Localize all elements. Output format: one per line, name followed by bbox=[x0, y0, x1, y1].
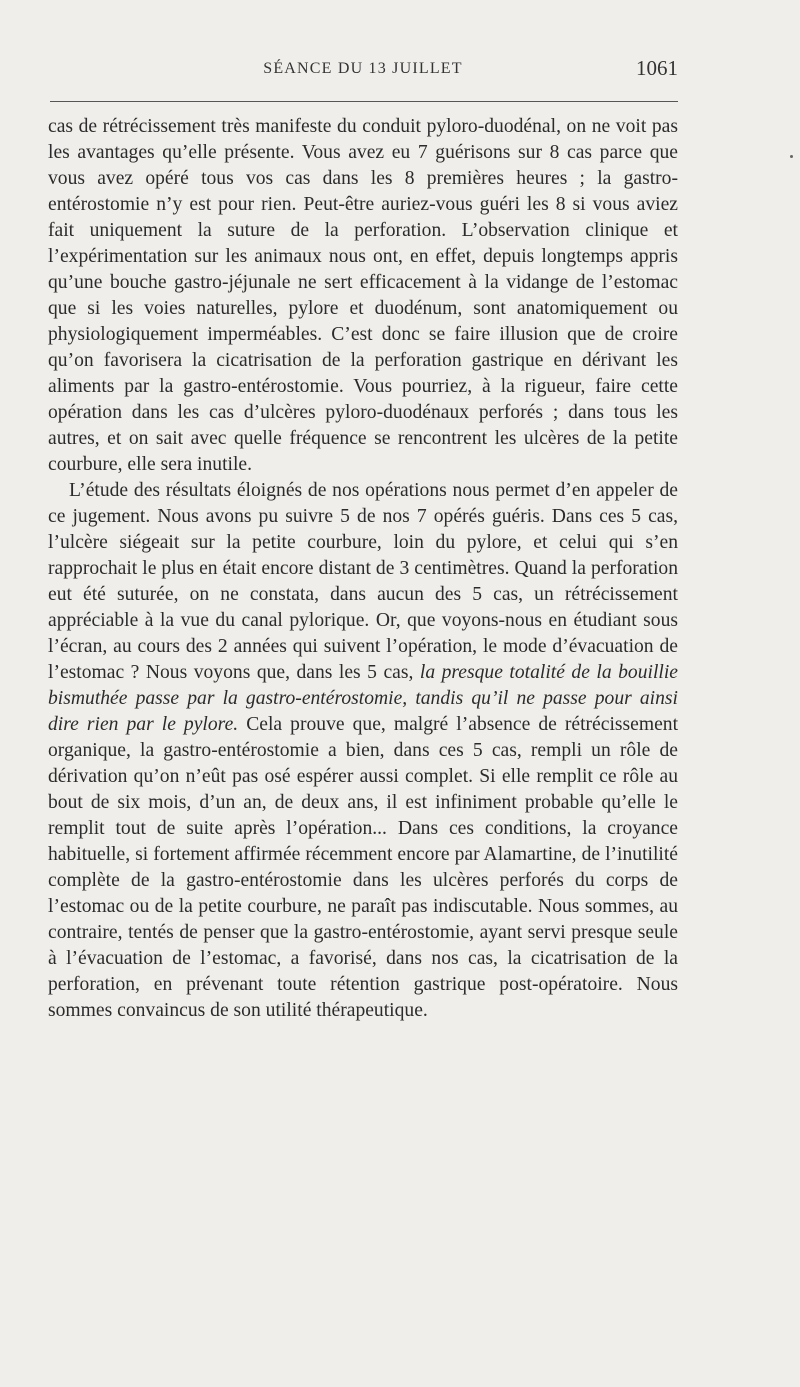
paragraph-continued bbox=[48, 114, 678, 478]
text-run: Cela prouve que, malgré l’absence de rétrécissement organique, la gastro-entérostomie a bien, dans ces 5 cas, rempli un rôle de dérivation qu’on n’eût pas osé espérer aussi complet. Si elle remplit ce rôle au bout de six mois, d’un an, de deux ans, il est infiniment probable qu’elle le remplit tout de suite après l’opération... Dans ces conditions, la croyance habituelle, si fortement affirmée récemment encore par Alamartine, de l’inutilité complète de la gastro-entérostomie dans les ulcères perforés du corps de l’estomac ou de la petite courbure, ne paraît pas indiscutable. Nous sommes, au contraire, tentés de penser que la gastro-entérostomie, ayant servi presque seule à l’évacuation de l’estomac, a favorisé, dans nos cas, la cicatrisation de la perforation, en prévenant toute rétention gastrique post-opératoire. Nous sommes convaincus de son utilité thérapeutique. bbox=[48, 714, 679, 1021]
print-speck bbox=[790, 155, 793, 158]
paragraph bbox=[48, 478, 678, 1024]
page-number: 1061 bbox=[636, 56, 678, 80]
text-run: cas de rétrécissement très manifeste du conduit pyloro-duodénal, on ne voit pas les avantages qu’elle présente. Vous avez eu 7 guérisons sur 8 cas parce que vous avez opéré tous vos cas dans les 8 premières heures ; la gastro-entérostomie n’y est pour rien. Peut-être auriez-vous guéri les 8 si vous aviez fait uniquement la suture de la perforation. L’observation clinique et l’expérimentation sur les animaux nous ont, en effet, depuis longtemps appris qu’une bouche gastro-jéjunale ne sert efficacement à la vidange de l’estomac que si les voies naturelles, pylore et duodénum, sont anatomiquement ou physiologiquement imperméables. C’est donc se faire illusion que de croire qu’on favorisera la cicatrisation de la perforation gastrique en dérivant les aliments par la gastro-entérostomie. Vous pourriez, à la rigueur, faire cette opération dans les cas d’ulcères pyloro-duodénaux perforés ; dans tous les autres, et on sait avec quelle fréquence se rencontrent les ulcères de la petite courbure, elle sera inutile. bbox=[48, 116, 678, 475]
italic-text-run: la presque totalité de la bouillie bismuthée passe par la gastro-entérostomie, tandis qu’il ne passe pour ainsi dire rien par le pylore. bbox=[48, 662, 678, 735]
page-header bbox=[48, 58, 678, 88]
running-head: SÉANCE DU 13 JUILLET bbox=[263, 60, 463, 77]
header-rule bbox=[50, 101, 678, 102]
text-run: L’étude des résultats éloignés de nos opérations nous permet d’en appeler de ce jugement. Nous avons pu suivre 5 de nos 7 opérés guéris. Dans ces 5 cas, l’ulcère siégeait sur la petite courbure, loin du pylore, et celui qui s’en rapprochait le plus en était encore distant de 3 centimètres. Quand la perforation eut été suturée, on ne constata, dans aucun des 5 cas, un rétrécissement appréciable à la vue du canal pylorique. Or, que voyons-nous en étudiant sous l’écran, au cours des 2 années qui suivent l’opération, le mode d’évacuation de l’estomac ? Nous voyons que, dans les 5 cas, bbox=[48, 480, 678, 683]
body-text bbox=[48, 114, 678, 1024]
